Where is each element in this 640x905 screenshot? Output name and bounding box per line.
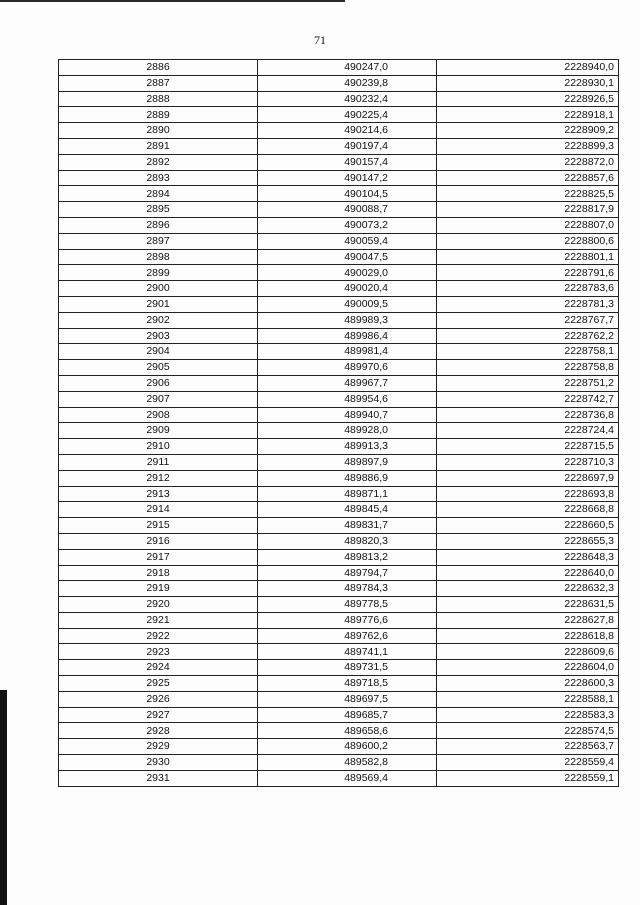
x-coordinate-cell: 489928,0 bbox=[258, 423, 437, 439]
y-coordinate-cell: 2228648,3 bbox=[437, 549, 619, 565]
table-row bbox=[59, 265, 619, 281]
table-row bbox=[59, 202, 619, 218]
point-number-cell: 2920 bbox=[59, 597, 258, 613]
table-row bbox=[59, 581, 619, 597]
point-number-cell: 2909 bbox=[59, 423, 258, 439]
x-coordinate-cell: 489940,7 bbox=[258, 407, 437, 423]
point-number-cell: 2901 bbox=[59, 296, 258, 312]
y-coordinate-cell: 2228640,0 bbox=[437, 565, 619, 581]
table-row bbox=[59, 123, 619, 139]
table-row bbox=[59, 391, 619, 407]
table-row bbox=[59, 60, 619, 76]
x-coordinate-cell: 489986,4 bbox=[258, 328, 437, 344]
x-coordinate-cell: 490225,4 bbox=[258, 107, 437, 123]
table-row bbox=[59, 755, 619, 771]
y-coordinate-cell: 2228627,8 bbox=[437, 612, 619, 628]
x-coordinate-cell: 490247,0 bbox=[258, 60, 437, 76]
y-coordinate-cell: 2228807,0 bbox=[437, 217, 619, 233]
y-coordinate-cell: 2228559,4 bbox=[437, 755, 619, 771]
x-coordinate-cell: 490104,5 bbox=[258, 186, 437, 202]
x-coordinate-cell: 489731,5 bbox=[258, 660, 437, 676]
point-number-cell: 2893 bbox=[59, 170, 258, 186]
point-number-cell: 2926 bbox=[59, 691, 258, 707]
x-coordinate-cell: 489967,7 bbox=[258, 375, 437, 391]
x-coordinate-cell: 489600,2 bbox=[258, 739, 437, 755]
table-row bbox=[59, 186, 619, 202]
point-number-cell: 2921 bbox=[59, 612, 258, 628]
point-number-cell: 2913 bbox=[59, 486, 258, 502]
y-coordinate-cell: 2228767,7 bbox=[437, 312, 619, 328]
point-number-cell: 2910 bbox=[59, 439, 258, 455]
y-coordinate-cell: 2228697,9 bbox=[437, 470, 619, 486]
x-coordinate-cell: 489954,6 bbox=[258, 391, 437, 407]
y-coordinate-cell: 2228926,5 bbox=[437, 91, 619, 107]
coordinates-table-body bbox=[59, 60, 619, 787]
y-coordinate-cell: 2228918,1 bbox=[437, 107, 619, 123]
x-coordinate-cell: 490073,2 bbox=[258, 217, 437, 233]
x-coordinate-cell: 490059,4 bbox=[258, 233, 437, 249]
point-number-cell: 2894 bbox=[59, 186, 258, 202]
table-row bbox=[59, 312, 619, 328]
x-coordinate-cell: 489778,5 bbox=[258, 597, 437, 613]
point-number-cell: 2889 bbox=[59, 107, 258, 123]
point-number-cell: 2930 bbox=[59, 755, 258, 771]
y-coordinate-cell: 2228574,5 bbox=[437, 723, 619, 739]
table-row bbox=[59, 660, 619, 676]
x-coordinate-cell: 489718,5 bbox=[258, 676, 437, 692]
point-number-cell: 2922 bbox=[59, 628, 258, 644]
y-coordinate-cell: 2228715,5 bbox=[437, 439, 619, 455]
point-number-cell: 2906 bbox=[59, 375, 258, 391]
point-number-cell: 2904 bbox=[59, 344, 258, 360]
y-coordinate-cell: 2228660,5 bbox=[437, 518, 619, 534]
point-number-cell: 2900 bbox=[59, 281, 258, 297]
table-row bbox=[59, 644, 619, 660]
table-row bbox=[59, 454, 619, 470]
y-coordinate-cell: 2228930,1 bbox=[437, 75, 619, 91]
y-coordinate-cell: 2228872,0 bbox=[437, 154, 619, 170]
table-row bbox=[59, 565, 619, 581]
y-coordinate-cell: 2228655,3 bbox=[437, 533, 619, 549]
x-coordinate-cell: 490029,0 bbox=[258, 265, 437, 281]
point-number-cell: 2915 bbox=[59, 518, 258, 534]
point-number-cell: 2927 bbox=[59, 707, 258, 723]
y-coordinate-cell: 2228791,6 bbox=[437, 265, 619, 281]
table-row bbox=[59, 676, 619, 692]
x-coordinate-cell: 490232,4 bbox=[258, 91, 437, 107]
x-coordinate-cell: 490239,8 bbox=[258, 75, 437, 91]
y-coordinate-cell: 2228817,9 bbox=[437, 202, 619, 218]
table-row bbox=[59, 723, 619, 739]
table-row bbox=[59, 328, 619, 344]
table-row bbox=[59, 170, 619, 186]
x-coordinate-cell: 490020,4 bbox=[258, 281, 437, 297]
x-coordinate-cell: 490147,2 bbox=[258, 170, 437, 186]
point-number-cell: 2929 bbox=[59, 739, 258, 755]
table-row bbox=[59, 107, 619, 123]
table-row bbox=[59, 375, 619, 391]
point-number-cell: 2919 bbox=[59, 581, 258, 597]
table-row bbox=[59, 549, 619, 565]
point-number-cell: 2907 bbox=[59, 391, 258, 407]
point-number-cell: 2896 bbox=[59, 217, 258, 233]
point-number-cell: 2914 bbox=[59, 502, 258, 518]
y-coordinate-cell: 2228781,3 bbox=[437, 296, 619, 312]
scan-shadow-bar bbox=[0, 690, 7, 905]
table-row bbox=[59, 154, 619, 170]
y-coordinate-cell: 2228940,0 bbox=[437, 60, 619, 76]
y-coordinate-cell: 2228693,8 bbox=[437, 486, 619, 502]
x-coordinate-cell: 490197,4 bbox=[258, 138, 437, 154]
table-row bbox=[59, 281, 619, 297]
x-coordinate-cell: 490088,7 bbox=[258, 202, 437, 218]
x-coordinate-cell: 489569,4 bbox=[258, 770, 437, 786]
y-coordinate-cell: 2228600,3 bbox=[437, 676, 619, 692]
x-coordinate-cell: 490009,5 bbox=[258, 296, 437, 312]
table-row bbox=[59, 770, 619, 786]
x-coordinate-cell: 489989,3 bbox=[258, 312, 437, 328]
y-coordinate-cell: 2228710,3 bbox=[437, 454, 619, 470]
table-row bbox=[59, 439, 619, 455]
table-row bbox=[59, 533, 619, 549]
scan-edge-line bbox=[0, 0, 345, 2]
y-coordinate-cell: 2228563,7 bbox=[437, 739, 619, 755]
table-row bbox=[59, 691, 619, 707]
y-coordinate-cell: 2228588,1 bbox=[437, 691, 619, 707]
point-number-cell: 2903 bbox=[59, 328, 258, 344]
point-number-cell: 2928 bbox=[59, 723, 258, 739]
table-row bbox=[59, 597, 619, 613]
y-coordinate-cell: 2228751,2 bbox=[437, 375, 619, 391]
table-row bbox=[59, 612, 619, 628]
x-coordinate-cell: 489762,6 bbox=[258, 628, 437, 644]
point-number-cell: 2925 bbox=[59, 676, 258, 692]
point-number-cell: 2923 bbox=[59, 644, 258, 660]
table-row bbox=[59, 502, 619, 518]
table-row bbox=[59, 75, 619, 91]
point-number-cell: 2888 bbox=[59, 91, 258, 107]
point-number-cell: 2887 bbox=[59, 75, 258, 91]
x-coordinate-cell: 489784,3 bbox=[258, 581, 437, 597]
x-coordinate-cell: 490214,6 bbox=[258, 123, 437, 139]
x-coordinate-cell: 490157,4 bbox=[258, 154, 437, 170]
y-coordinate-cell: 2228758,8 bbox=[437, 360, 619, 376]
y-coordinate-cell: 2228736,8 bbox=[437, 407, 619, 423]
point-number-cell: 2911 bbox=[59, 454, 258, 470]
y-coordinate-cell: 2228800,6 bbox=[437, 233, 619, 249]
x-coordinate-cell: 489897,9 bbox=[258, 454, 437, 470]
page-number: 71 bbox=[314, 33, 326, 47]
point-number-cell: 2890 bbox=[59, 123, 258, 139]
y-coordinate-cell: 2228742,7 bbox=[437, 391, 619, 407]
y-coordinate-cell: 2228724,4 bbox=[437, 423, 619, 439]
coordinates-table bbox=[58, 59, 619, 787]
table-row bbox=[59, 470, 619, 486]
y-coordinate-cell: 2228762,2 bbox=[437, 328, 619, 344]
y-coordinate-cell: 2228632,3 bbox=[437, 581, 619, 597]
x-coordinate-cell: 489685,7 bbox=[258, 707, 437, 723]
table-row bbox=[59, 739, 619, 755]
table-row bbox=[59, 518, 619, 534]
y-coordinate-cell: 2228801,1 bbox=[437, 249, 619, 265]
x-coordinate-cell: 489831,7 bbox=[258, 518, 437, 534]
table-row bbox=[59, 217, 619, 233]
y-coordinate-cell: 2228559,1 bbox=[437, 770, 619, 786]
x-coordinate-cell: 489658,6 bbox=[258, 723, 437, 739]
y-coordinate-cell: 2228618,8 bbox=[437, 628, 619, 644]
point-number-cell: 2916 bbox=[59, 533, 258, 549]
x-coordinate-cell: 489845,4 bbox=[258, 502, 437, 518]
table-row bbox=[59, 296, 619, 312]
x-coordinate-cell: 489913,3 bbox=[258, 439, 437, 455]
x-coordinate-cell: 489981,4 bbox=[258, 344, 437, 360]
y-coordinate-cell: 2228668,8 bbox=[437, 502, 619, 518]
point-number-cell: 2931 bbox=[59, 770, 258, 786]
x-coordinate-cell: 489776,6 bbox=[258, 612, 437, 628]
point-number-cell: 2912 bbox=[59, 470, 258, 486]
point-number-cell: 2886 bbox=[59, 60, 258, 76]
x-coordinate-cell: 490047,5 bbox=[258, 249, 437, 265]
point-number-cell: 2924 bbox=[59, 660, 258, 676]
point-number-cell: 2917 bbox=[59, 549, 258, 565]
point-number-cell: 2898 bbox=[59, 249, 258, 265]
point-number-cell: 2895 bbox=[59, 202, 258, 218]
y-coordinate-cell: 2228631,5 bbox=[437, 597, 619, 613]
x-coordinate-cell: 489741,1 bbox=[258, 644, 437, 660]
y-coordinate-cell: 2228609,6 bbox=[437, 644, 619, 660]
table-row bbox=[59, 91, 619, 107]
x-coordinate-cell: 489697,5 bbox=[258, 691, 437, 707]
x-coordinate-cell: 489970,6 bbox=[258, 360, 437, 376]
point-number-cell: 2891 bbox=[59, 138, 258, 154]
y-coordinate-cell: 2228604,0 bbox=[437, 660, 619, 676]
point-number-cell: 2905 bbox=[59, 360, 258, 376]
y-coordinate-cell: 2228783,6 bbox=[437, 281, 619, 297]
table-row bbox=[59, 423, 619, 439]
table-row bbox=[59, 360, 619, 376]
x-coordinate-cell: 489886,9 bbox=[258, 470, 437, 486]
point-number-cell: 2908 bbox=[59, 407, 258, 423]
table-row bbox=[59, 249, 619, 265]
y-coordinate-cell: 2228899,3 bbox=[437, 138, 619, 154]
point-number-cell: 2892 bbox=[59, 154, 258, 170]
point-number-cell: 2902 bbox=[59, 312, 258, 328]
x-coordinate-cell: 489871,1 bbox=[258, 486, 437, 502]
point-number-cell: 2897 bbox=[59, 233, 258, 249]
y-coordinate-cell: 2228857,6 bbox=[437, 170, 619, 186]
table-row bbox=[59, 628, 619, 644]
y-coordinate-cell: 2228758,1 bbox=[437, 344, 619, 360]
y-coordinate-cell: 2228825,5 bbox=[437, 186, 619, 202]
y-coordinate-cell: 2228909,2 bbox=[437, 123, 619, 139]
x-coordinate-cell: 489813,2 bbox=[258, 549, 437, 565]
point-number-cell: 2918 bbox=[59, 565, 258, 581]
y-coordinate-cell: 2228583,3 bbox=[437, 707, 619, 723]
point-number-cell: 2899 bbox=[59, 265, 258, 281]
x-coordinate-cell: 489820,3 bbox=[258, 533, 437, 549]
x-coordinate-cell: 489582,8 bbox=[258, 755, 437, 771]
table-row bbox=[59, 344, 619, 360]
table-row bbox=[59, 138, 619, 154]
table-row bbox=[59, 407, 619, 423]
table-row bbox=[59, 233, 619, 249]
table-row bbox=[59, 707, 619, 723]
table-row bbox=[59, 486, 619, 502]
x-coordinate-cell: 489794,7 bbox=[258, 565, 437, 581]
